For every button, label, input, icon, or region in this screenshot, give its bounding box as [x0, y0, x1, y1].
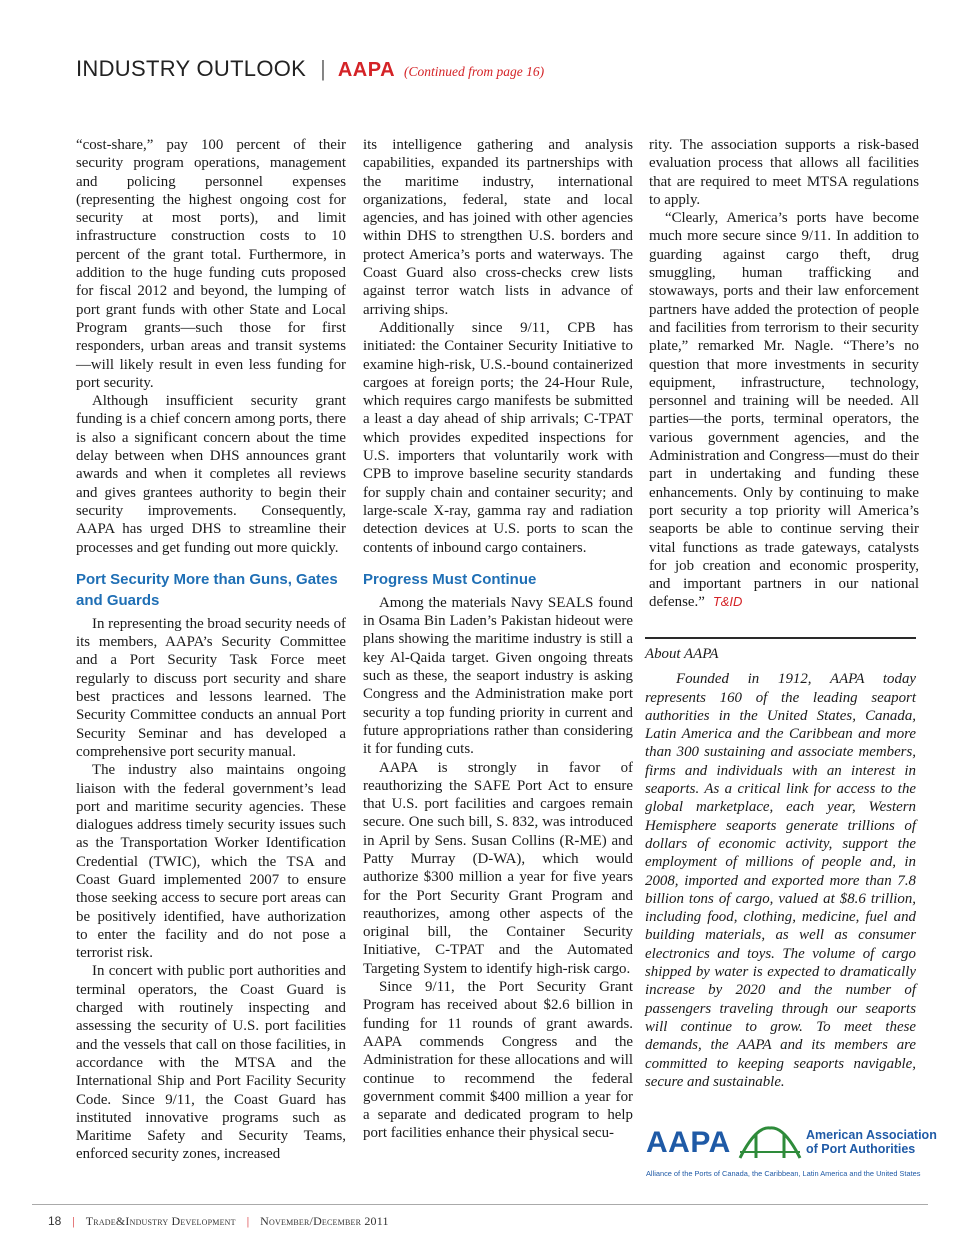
- end-mark: T&ID: [712, 594, 743, 610]
- footer-separator: |: [72, 1214, 75, 1228]
- header-separator: |: [320, 56, 326, 81]
- footer-separator: |: [246, 1214, 250, 1228]
- paragraph: its intelligence gathering and analysis capabilities, expanded its partnerships with the maritime industry, international organizations, federal, state and local agencies, and has joined with other agencies within DHS to strengthen U.S. borders and protect America’s ports and waterways. The Coast Guard also cross-checks crew lists against terror watch lists in advance of arriving ships.: [363, 137, 633, 318]
- paragraph: The industry also maintains ongoing liaison with the federal government’s lead port and maritime security agencies. These dialogues address timely security issues such as the Transportation Worker Identification Credential (TWIC), which the TSA and Coast Guard implemented 2007 to ensure those seeking access to secure port areas can be positively identified, have authorization to enter the facility and do not pose a terrorist risk.: [76, 762, 346, 962]
- page-footer: [48, 1214, 389, 1229]
- paragraph: [649, 209, 919, 612]
- publication-name: Trade&Industry Development: [85, 1214, 236, 1228]
- article-column-2: [363, 136, 633, 1143]
- header-brand: AAPA: [337, 59, 396, 81]
- paragraph: Although insufficient security grant funding is a chief concern among ports, there is also a significant concern about the time delay between when DHS announces grant awards and when it completes all reviews and gives grantees authority to begin their security improvements. Consequently, AAPA has urged DHS to streamline their processes and get funding out more quickly.: [76, 393, 346, 556]
- logo-assoc-line2: of Port Authorities: [806, 1142, 916, 1156]
- page-header: [76, 56, 916, 86]
- logo-assoc-line1: American Association: [806, 1128, 937, 1142]
- logo-wordmark: AAPA: [646, 1126, 731, 1159]
- article-column-1: [76, 136, 346, 1164]
- logo-tagline: Alliance of the Ports of Canada, the Caribbean, Latin America and the United States: [646, 1169, 921, 1178]
- paragraph: In concert with public port authorities and terminal operators, the Coast Guard is charged with routinely inspecting and assessing the security of U.S. port facilities and the vessels that call on those facilities, in accordance with the MTSA and the International Ship and Port Facility Security Code. Since 9/11, the Coast Guard has instituted innovative programs such as Maritime Safety and Security Teams, enforced security zones, increased: [76, 963, 346, 1163]
- about-aapa-box: [645, 645, 916, 1091]
- about-body: Founded in 1912, AAPA today represents 160 of the leading seaport authorities in the United States, Canada, Latin America and the Caribbean and more than 300 sustaining and associate members, firms and individuals with an interest in seaports. As a critical link for access to the global marketplace, each year, Western Hemisphere seaports generate trillions of dollars of economic activity, support the employment of millions of people and, in 2008, imported and exported more than 7.8 billion tons of cargo, valued at $8.6 trillion, including food, clothing, medicine, fuel and building materials, as well as consumer electronics and toys. The volume of cargo shipped by water is expected to dramatically increase by 2020 and the number of passengers traveling through our seaports will continue to grow. To meet these demands, the AAPA and its members are committed to keeping seaports navigable, secure and sustainable.: [645, 671, 916, 1090]
- issue-date: November/December 2011: [260, 1214, 389, 1228]
- about-title: About AAPA: [645, 646, 719, 662]
- paragraph: Since 9/11, the Port Security Grant Program has received about $2.6 billion in funding for 11 rounds of grant awards. AAPA commends Congress and the Administration for these allocations and will continue to recommend the federal government commit $400 million a year for a separate and dedicated program to help port facilities enhance their physical secu-: [363, 979, 633, 1142]
- footer-divider: [32, 1204, 928, 1205]
- paragraph: In representing the broad security needs of its members, AAPA’s Security Committee and a Port Security Task Force meet regularly to discuss port security and share best practices and lessons learned. The Security Committee conducts an annual Port Security Seminar and has developed a comprehensive port security manual.: [76, 615, 346, 760]
- paragraph: “cost-share,” pay 100 percent of their security program operations, management and policing personnel expenses (representing the highest ongoing cost for security at most ports), and limit infrastructure construction costs to 10 percent of the grant total. Furthermore, in addition to the huge funding cuts proposed for fiscal 2012 and beyond, the lumping of port grant funds with other State and Local Program grants—such those for first responders, urban areas and transit systems—will likely result in even less funding for port security.: [76, 137, 346, 391]
- sidebar-divider: [645, 637, 916, 639]
- closing-quote-text: “Clearly, America’s ports have become much more secure since 9/11. In addition to guarding against cargo theft, drug smuggling, human trafficking and stowaways, ports and their law enforcement partners have added the protection of people and facilities from terrorism to their security plate,” remarked Mr. Nagle. “There’s no question that more investments in security equipment, infrastructure, technology, personnel and training will be needed. All parties—the ports, terminal operators, the various government agencies, and the Administration and Congress—must do their part in undertaking and funding these enhancements. Only by continuing to make port security a top priority will America’s seaports be able to continue serving their vital functions as trade gateways, catalysts for job creation and economic prosperity, and important partners in our national defense.”: [649, 210, 919, 611]
- article-column-3: [649, 136, 919, 612]
- bridge-icon: [738, 1122, 802, 1162]
- aapa-logo: [646, 1120, 937, 1180]
- subheading: Progress Must Continue: [363, 570, 537, 588]
- page-number: 18: [48, 1214, 62, 1228]
- paragraph: AAPA is strongly in favor of reauthorizing the SAFE Port Act to ensure that U.S. port facilities and cargoes remain secure. One such bill, S. 832, was introduced in April by Sens. Susan Collins (R-ME) and Patty Murray (D-WA), which would authorize $300 million a year for five years for the Port Security Grant Program and reauthorizes, among other aspects of the original bill, the Container Security Initiative, C-TPAT and the Automated Targeting System to identify high-risk cargo.: [363, 759, 633, 977]
- paragraph: Additionally since 9/11, CPB has initiated: the Container Security Initiative to examine high-risk, U.S.-bound containerized cargoes at foreign ports; the 24-Hour Rule, which requires cargo manifests be submitted a least a day ahead of ship arrivals; C-TPAT which provides expedited inspections for U.S. importers that voluntarily work with CPB to improve baseline security standards for supply chain and container security; and large-scale X-ray, gamma ray and radiation detection devices at U.S. ports to scan the contents of inbound cargo containers.: [363, 319, 633, 556]
- subheading: Port Security More than Guns, Gates and Guards: [76, 570, 338, 609]
- section-title: INDUSTRY OUTLOOK: [76, 56, 307, 81]
- paragraph: rity. The association supports a risk-based evaluation process that allows all facilities that are required to meet MTSA regulations to apply.: [649, 137, 919, 208]
- paragraph: Among the materials Navy SEALS found in Osama Bin Laden’s Pakistan hideout were plans showing the maritime industry is still a key Al-Qaida target. Given ongoing threats such as these, the seaport industry is asking Congress and the Administration make port security a top funding priority in current and future appropriations rather than considering it for funding cuts.: [363, 594, 633, 758]
- continued-note: (Continued from page 16): [404, 64, 545, 79]
